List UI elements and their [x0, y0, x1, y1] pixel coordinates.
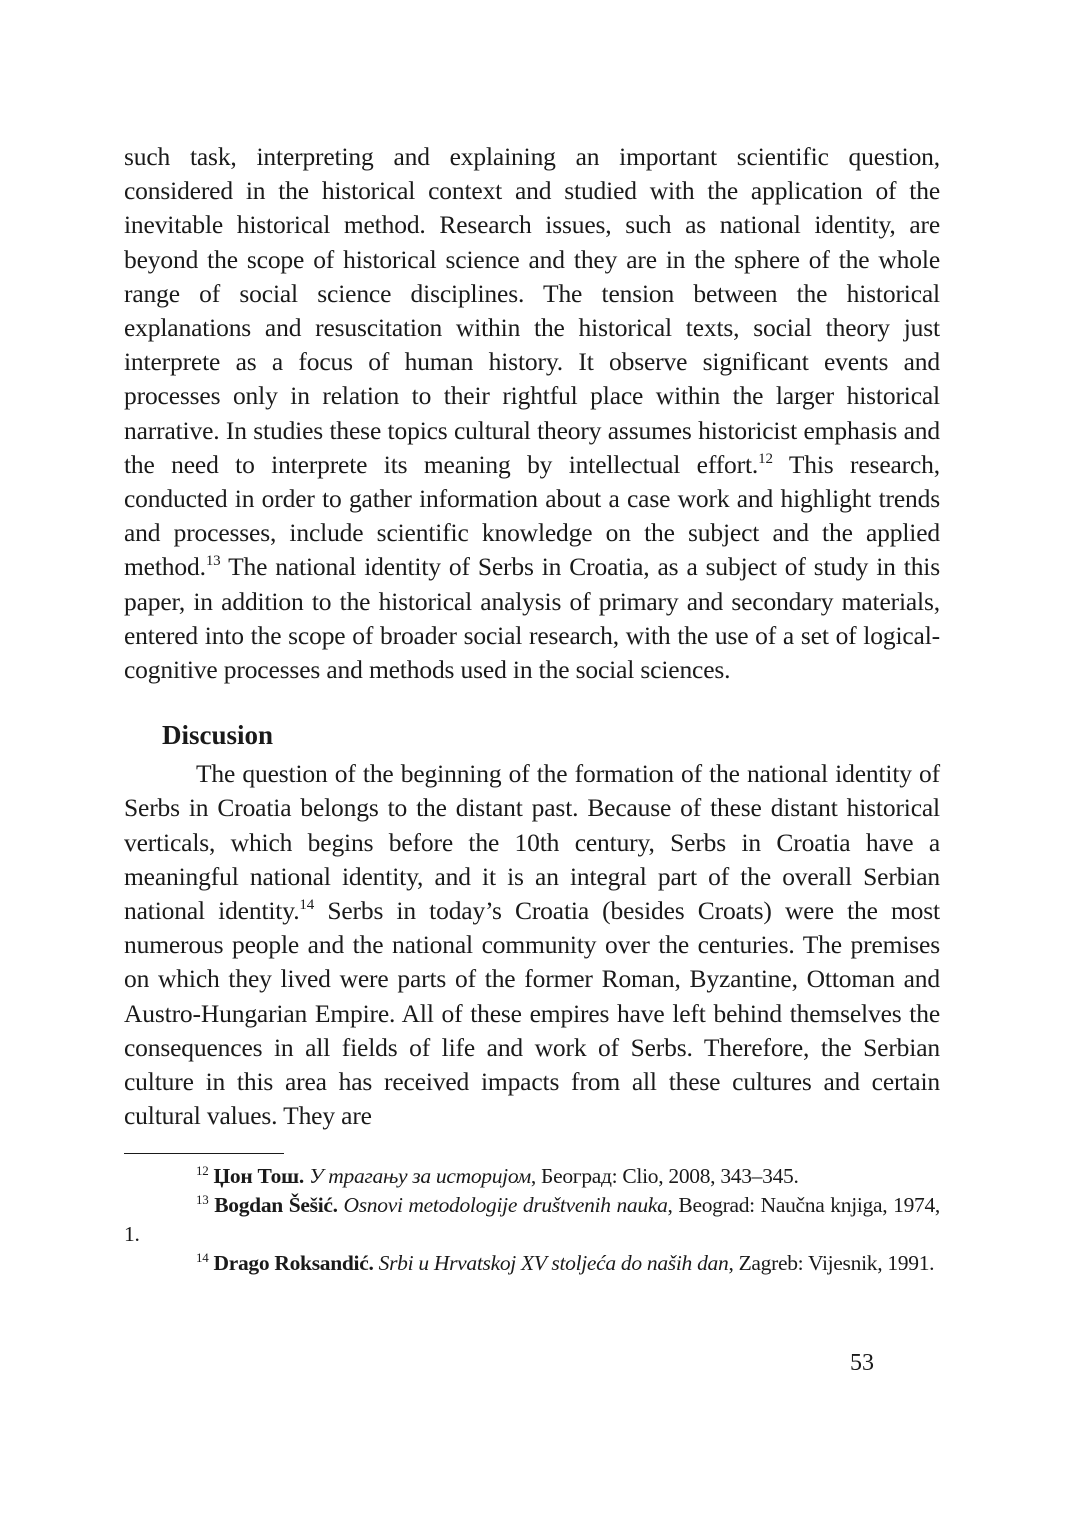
footnote-separator: [124, 1153, 284, 1154]
footnote-details: , Београд: Clio, 2008, 343–345.: [530, 1164, 799, 1189]
footnote-ref-13[interactable]: 13: [205, 553, 221, 570]
footnote-13: [124, 1191, 940, 1249]
paragraph-text: The national identity of Serbs in Croatia, as a subject of study in this paper, in addition to the historical analysis of primary and secondary materials, entered into the scope of broader social research, with the use of a set of logical-cognitive processes and methods used in the social sciences.: [124, 552, 940, 685]
footnote-number: 14: [196, 1250, 209, 1266]
footnote-number: 12: [196, 1163, 209, 1179]
footnote-details: , Zagreb: Vijesnik, 1991.: [728, 1251, 935, 1276]
paragraph-discussion: [124, 757, 940, 1133]
paragraph-text: This research, conducted in order to gather information about a case work and highlight trends and processes, include scientific knowledge on the subject and the applied method.: [124, 449, 940, 582]
footnote-title: Osnovi metodologije društvenih nauka: [343, 1193, 668, 1218]
paragraph-intro-continuation: [124, 140, 940, 687]
footnote-number: 13: [196, 1192, 209, 1208]
paragraph-text: Serbs in today’s Croatia (besides Croats) were the most numerous people and the national community over the centuries. The premises on which they lived were parts of the former Roman, Byzantine, Ottoman and Austro-Hungarian Empire. All of these empires have left behind themselves the consequences in all fields of life and work of Serbs. Therefore, the Serbian culture in this area has received impacts from all these cultures and certain cultural values. They are: [124, 896, 940, 1131]
footnote-title: Srbi u Hrvatskoj XV stoljeća do naših dan: [378, 1251, 729, 1276]
footnote-author: Drago Roksandić.: [213, 1251, 374, 1276]
page-number: 53: [850, 1350, 874, 1376]
footnote-14: [124, 1249, 940, 1278]
footnote-title: У трагању за историјом: [309, 1164, 531, 1189]
footnote-12: [124, 1162, 940, 1191]
page-body: [124, 140, 940, 1278]
footnote-details: , Beograd: Naučna knjiga, 1974, 1.: [124, 1193, 940, 1247]
footnote-ref-12[interactable]: 12: [758, 450, 773, 467]
section-heading: Discusion: [162, 720, 274, 751]
paragraph-text: such task, interpreting and explaining an important scientific question, considered in the historical context and studied with the application of the inevitable historical method. Research issues, such as national identity, are beyond the scope of historical science and they are in the sphere of the whole range of social science disciplines. The tension between the historical explanations and resuscitation within the historical texts, social theory just interprete as a focus of human history. It observe significant events and processes only in relation to their rightful place within the larger historical narrative. In studies these topics cultural theory assumes historicist emphasis and the need to interprete its meaning by intellectual effort.: [124, 142, 940, 479]
paragraph-text: The question of the beginning of the formation of the national identity of Serbs in Croatia belongs to the distant past. Because of these distant historical verticals, which begins before the 10th century, Serbs in Croatia have a meaningful national identity, and it is an integral part of the overall Serbian national identity.: [124, 759, 940, 926]
footnote-ref-14[interactable]: 14: [299, 897, 315, 914]
footnote-author: Џон Тош.: [213, 1164, 304, 1189]
footnote-author: Bogdan Šešić.: [214, 1193, 338, 1218]
